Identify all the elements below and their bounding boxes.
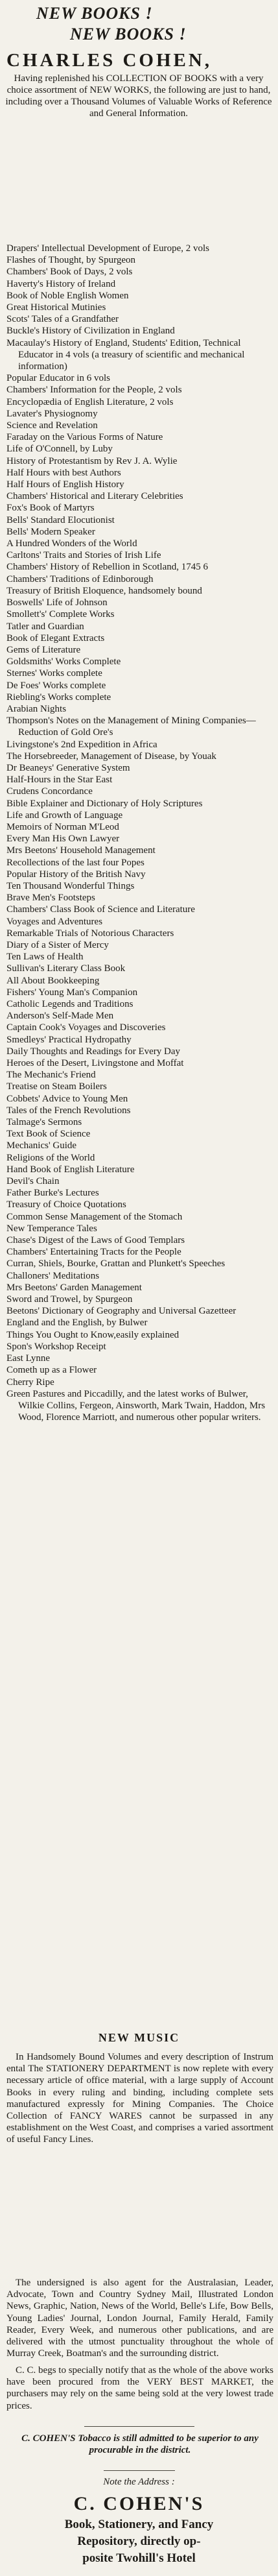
book-list-item: Faraday on the Various Forms of Nature bbox=[6, 432, 163, 443]
book-list-item: The Mechanic's Friend bbox=[6, 1070, 96, 1081]
book-list-item: Drapers' Intellectual Development of Europe, 2 vols bbox=[6, 243, 210, 254]
book-list-item: Ten Laws of Health bbox=[6, 952, 84, 963]
book-list-item: Popular Educator in 6 vols bbox=[6, 373, 110, 384]
book-list bbox=[6, 243, 273, 1423]
book-list-item: Buckle's History of Civilization in England bbox=[6, 326, 175, 337]
footer-name: C. COHEN'S bbox=[73, 2493, 205, 2514]
headline-new-books-2: NEW BOOKS ! bbox=[70, 25, 187, 43]
book-list-item: Chambers' Book of Days, 2 vols bbox=[6, 267, 133, 278]
book-list-item: History of Protestantism by Rev J. A. Wylie bbox=[6, 455, 178, 466]
book-list-item: Sternes' Works complete bbox=[6, 668, 102, 679]
book-list-item: Diary of a Sister of Mercy bbox=[6, 939, 109, 950]
book-list-item: Catholic Legends and Traditions bbox=[6, 999, 133, 1009]
book-list-item: Smedleys' Practical Hydropathy bbox=[6, 1034, 132, 1045]
book-list-item: Gems of Literature bbox=[6, 644, 81, 655]
book-list-item: Chambers' Information for the People, 2 vols bbox=[6, 385, 182, 396]
book-list-item: Green Pastures and Piccadilly, and the latest works of Bulwer, Wilkie Collins, Fergeon, Ainsworth, Mark Twain, Haddon, Mrs Wood, Florence Marriott, and numerous other popular writers. bbox=[6, 1388, 266, 1423]
book-list-item: Remarkable Trials of Notorious Characters bbox=[6, 928, 174, 939]
book-list-item: Arabian Nights bbox=[6, 703, 67, 714]
book-list-item: Text Book of Science bbox=[6, 1129, 91, 1140]
book-list-item: Memoirs of Norman M'Leod bbox=[6, 821, 119, 832]
book-list-item: Sword and Trowel, by Spurgeon bbox=[6, 1294, 133, 1305]
book-list-item: Anderson's Self-Made Men bbox=[6, 1011, 114, 1022]
book-list-item: Mrs Beetons' Household Management bbox=[6, 845, 156, 856]
book-list-item: Half-Hours in the Star East bbox=[6, 775, 113, 786]
book-list-item: Boswells' Life of Johnson bbox=[6, 597, 108, 608]
book-list-item: Great Historical Mutinies bbox=[6, 302, 106, 313]
book-list-item: Fox's Book of Martyrs bbox=[6, 503, 95, 514]
book-list-item: Brave Men's Footsteps bbox=[6, 893, 95, 904]
book-list-item: England and the English, by Bulwer bbox=[6, 1318, 148, 1329]
book-list-item: Things You Ought to Know,easily explained bbox=[6, 1329, 180, 1340]
book-list-item: Lavater's Physiognomy bbox=[6, 408, 98, 419]
book-list-item: Chase's Digest of the Laws of Good Templars bbox=[6, 1235, 185, 1246]
book-list-item: Popular History of the British Navy bbox=[6, 869, 146, 880]
book-list-item: Talmage's Sermons bbox=[6, 1117, 82, 1128]
book-list-item: Hand Book of English Literature bbox=[6, 1164, 135, 1175]
book-list-item: Book of Elegant Extracts bbox=[6, 632, 105, 644]
book-list-item: All About Bookkeeping bbox=[6, 975, 100, 986]
advertiser-name: CHARLES COHEN, bbox=[6, 50, 213, 71]
book-list-item: Goldsmiths' Works Complete bbox=[6, 656, 121, 668]
book-list-item: Half Hours with best Authors bbox=[6, 467, 121, 478]
book-list-item: Chambers' Class Book of Science and Literature bbox=[6, 904, 195, 915]
book-list-item: Beetons' Dictionary of Geography and Universal Gazetteer bbox=[6, 1306, 237, 1317]
divider-rule-short bbox=[104, 2470, 175, 2471]
book-list-item: Mechanics' Guide bbox=[6, 1140, 77, 1151]
book-list-item: Challoners' Meditations bbox=[6, 1270, 100, 1281]
book-list-item: Book of Noble English Women bbox=[6, 290, 129, 301]
tobacco-notice: C. COHEN'S Tobacco is still admitted to be superior to any procurable in the district. bbox=[21, 2433, 259, 2456]
book-list-item: Chambers' Historical and Literary Celebrities bbox=[6, 491, 183, 502]
book-list-item: Common Sense Management of the Stomach bbox=[6, 1211, 183, 1222]
book-list-item: Treasury of Choice Quotations bbox=[6, 1199, 126, 1210]
book-list-item: Bible Explainer and Dictionary of Holy Scriptures bbox=[6, 798, 203, 809]
book-list-item: Cometh up as a Flower bbox=[6, 1365, 97, 1376]
book-list-item: Scots' Tales of a Grandfather bbox=[6, 314, 119, 325]
book-list-item: Carltons' Traits and Stories of Irish Life bbox=[6, 550, 161, 561]
book-list-item: Life of O'Connell, by Luby bbox=[6, 444, 113, 455]
pricing-paragraph: C. C. begs to specially notify that as the whole of the above works have been procured from the VERY BEST MARKET, the purchasers may rely on the same being sold at the very lowest trade prices. bbox=[6, 2365, 273, 2411]
book-list-item: Devil's Chain bbox=[6, 1176, 60, 1187]
footer-line-3: posite Twohill's Hotel bbox=[82, 2551, 196, 2565]
book-list-item: Fishers' Young Man's Companion bbox=[6, 987, 138, 998]
book-list-item: Cherry Ripe bbox=[6, 1377, 54, 1388]
book-list-item: Half Hours of English History bbox=[6, 479, 124, 490]
book-list-item: Cobbets' Advice to Young Men bbox=[6, 1093, 128, 1104]
book-list-item: Macaulay's History of England, Students' Edition, Technical Educator in 4 vols (a treasury of scientific and mechanical information) bbox=[6, 337, 245, 372]
book-list-item: Crudens Concordance bbox=[6, 786, 93, 797]
book-list-item: Smollett's' Complete Works bbox=[6, 609, 115, 620]
book-list-item: Bells' Standard Elocutionist bbox=[6, 514, 115, 525]
book-list-item: Chambers' Entertaining Tracts for the People bbox=[6, 1247, 181, 1258]
divider-rule bbox=[84, 2426, 194, 2427]
book-list-item: Every Man His Own Lawyer bbox=[6, 834, 120, 845]
book-list-item: Religions of the World bbox=[6, 1152, 95, 1163]
book-list-item: Voyages and Adventures bbox=[6, 916, 103, 927]
book-list-item: Curran, Shiels, Bourke, Grattan and Plunkett's Speeches bbox=[6, 1258, 226, 1270]
book-list-item: Bells' Modern Speaker bbox=[6, 526, 95, 537]
book-list-item: Dr Beaneys' Generative System bbox=[6, 762, 130, 773]
book-list-item: Captain Cook's Voyages and Discoveries bbox=[6, 1022, 166, 1033]
book-list-item: East Lynne bbox=[6, 1353, 51, 1364]
book-list-item: Recollections of the last four Popes bbox=[6, 857, 145, 868]
book-list-item: Haverty's History of Ireland bbox=[6, 278, 116, 289]
book-list-item: Treasury of British Eloquence, handsomely bound bbox=[6, 585, 202, 596]
book-list-item: Encyclopædia of English Literature, 2 vols bbox=[6, 396, 174, 407]
book-list-item: Riebling's Works complete bbox=[6, 692, 111, 703]
book-list-item: Ten Thousand Wonderful Things bbox=[6, 880, 135, 891]
book-list-item: Life and Growth of Language bbox=[6, 810, 123, 821]
intro-paragraph: Having replenished his COLLECTION OF BOOKS with a very choice assortment of NEW WORKS, the following are just to hand, including over a Thousand Volumes of Valuable Works of Reference and General Information. bbox=[5, 73, 272, 119]
book-list-item: Flashes of Thought, by Spurgeon bbox=[6, 255, 136, 266]
book-list-item: Daily Thoughts and Readings for Every Day bbox=[6, 1046, 181, 1057]
book-list-item: De Foes' Works complete bbox=[6, 680, 106, 691]
book-list-item: Chambers' History of Rebellion in Scotland, 1745 6 bbox=[6, 562, 209, 573]
book-list-item: Tatler and Guardian bbox=[6, 621, 84, 632]
book-list-item: Chambers' Traditions of Edinborough bbox=[6, 573, 154, 584]
book-list-item: A Hundred Wonders of the World bbox=[6, 538, 137, 549]
stationery-paragraph: In Handsomely Bound Volumes and every description of Instrum ental The STATIONERY DEPARTMENT is now replete with every necessary article of office material, with a large supply of Account Books in every ruling and binding, including complete sets manufactured expressly for Mining Companies. The Choice Collection of FANCY WARES cannot be surpassed in any establishment on the West Coast, and comprises a varied assortment of useful Fancy Lines. bbox=[6, 2052, 273, 2145]
book-list-item: Spon's Workshop Receipt bbox=[6, 1341, 106, 1352]
book-list-item: Livingstone's 2nd Expedition in Africa bbox=[6, 739, 157, 750]
book-list-item: Sullivan's Literary Class Book bbox=[6, 963, 126, 974]
book-list-item: Science and Revelation bbox=[6, 420, 98, 431]
book-list-item: Thompson's Notes on the Management of Mining Companies—Reduction of Gold Ore's bbox=[6, 716, 256, 738]
address-note: Note the Address : bbox=[103, 2477, 175, 2487]
book-list-item: Heroes of the Desert, Livingstone and Moffat bbox=[6, 1058, 184, 1069]
footer-line-1: Book, Stationery, and Fancy bbox=[64, 2518, 214, 2531]
footer-line-2: Repository, directly op- bbox=[77, 2534, 201, 2548]
new-music-heading: NEW MUSIC bbox=[98, 2031, 180, 2044]
book-list-item: The Horsebreeder, Management of Disease, by Youak bbox=[6, 751, 216, 762]
book-list-item: Tales of the French Revolutions bbox=[6, 1105, 131, 1116]
headline-new-books-1: NEW BOOKS ! bbox=[36, 4, 153, 23]
agency-paragraph: The undersigned is also agent for the Australasian, Leader, Advocate, Town and Country Sydney Mail, Illustrated London News, Graphic, Nation, News of the World, Belle's Life, Bow Bells, Young Ladies' Journal, London Journal, Family Herald, Family Reader, Every Week, and numerous other publications, and are delivered with the utmost punctuality throughout the whole of Murray Creek, Boatman's and the surrounding district. bbox=[6, 2278, 273, 2359]
book-list-item: Father Burke's Lectures bbox=[6, 1188, 99, 1199]
book-list-item: New Temperance Tales bbox=[6, 1223, 97, 1234]
book-list-item: Mrs Beetons' Garden Management bbox=[6, 1282, 142, 1293]
book-list-item: Treatise on Steam Boilers bbox=[6, 1081, 107, 1092]
